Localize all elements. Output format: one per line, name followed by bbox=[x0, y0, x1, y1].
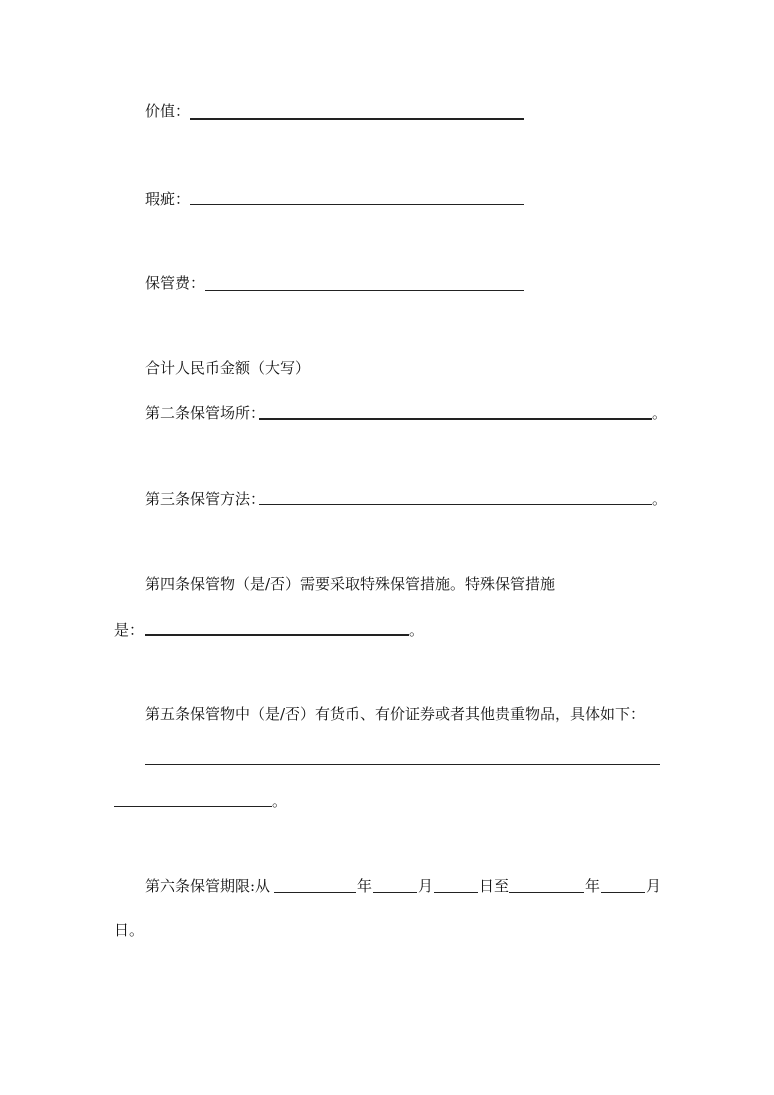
article-6-year-blank-2[interactable] bbox=[509, 892, 584, 893]
article-4-period: 。 bbox=[409, 621, 425, 639]
article-6-day-to: 日至 bbox=[479, 877, 510, 895]
value-blank[interactable] bbox=[190, 118, 524, 120]
article-6-year-1: 年 bbox=[357, 877, 373, 895]
article-6-month-blank-1[interactable] bbox=[373, 892, 417, 893]
article-4-cont: 是： bbox=[114, 621, 145, 639]
article-2-blank[interactable] bbox=[259, 418, 652, 420]
article-6-day-blank-1[interactable] bbox=[434, 892, 478, 893]
article-6-month-2: 月 bbox=[646, 877, 662, 895]
article-3-label: 第三条保管方法： bbox=[145, 490, 266, 508]
defect-blank[interactable] bbox=[190, 204, 524, 205]
article-4-text: 第四条保管物（是/否）需要采取特殊保管措施。特殊保管措施 bbox=[145, 575, 556, 593]
article-3-period: 。 bbox=[652, 490, 668, 508]
article-5-period: 。 bbox=[272, 792, 288, 810]
article-6-year-2: 年 bbox=[585, 877, 601, 895]
article-6-month-1: 月 bbox=[418, 877, 434, 895]
value-label: 价值： bbox=[145, 102, 191, 120]
article-3-blank[interactable] bbox=[259, 504, 652, 505]
defect-label: 瑕疵： bbox=[145, 190, 191, 208]
article-2-label: 第二条保管场所： bbox=[145, 404, 266, 422]
article-6-day-end: 日。 bbox=[114, 921, 145, 939]
article-2-period: 。 bbox=[652, 404, 668, 422]
article-4-blank[interactable] bbox=[145, 634, 409, 636]
article-5-blank-2[interactable] bbox=[114, 806, 272, 807]
article-6-month-blank-2[interactable] bbox=[601, 892, 645, 893]
fee-blank[interactable] bbox=[205, 290, 524, 291]
article-6-year-blank-1[interactable] bbox=[274, 892, 356, 893]
fee-label: 保管费： bbox=[145, 274, 206, 292]
article-5-blank-1[interactable] bbox=[145, 764, 660, 765]
article-5-text: 第五条保管物中（是/否）有货币、有价证券或者其他贵重物品，具体如下： bbox=[145, 705, 646, 723]
article-6-from: 第六条保管期限:从 bbox=[145, 877, 271, 895]
total-label: 合计人民币金额（大写） bbox=[145, 359, 311, 377]
